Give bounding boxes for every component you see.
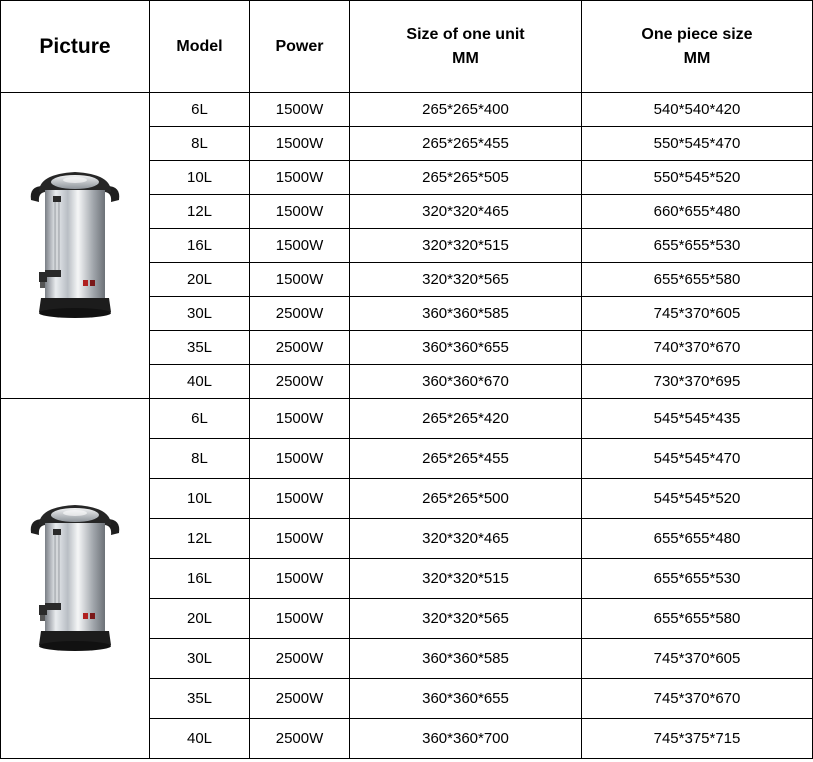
model-cell: 30L (150, 639, 250, 679)
picture-cell (1, 399, 150, 759)
piece-size-cell: 655*655*480 (582, 519, 813, 559)
model-cell: 16L (150, 559, 250, 599)
water-boiler-urn-image (25, 156, 125, 336)
piece-size-cell: 545*545*470 (582, 439, 813, 479)
piece-size-cell: 740*370*670 (582, 331, 813, 365)
piece-size-cell: 655*655*580 (582, 599, 813, 639)
model-cell: 8L (150, 127, 250, 161)
header-unit-size-line1: Size of one unit (406, 25, 525, 43)
model-cell: 20L (150, 263, 250, 297)
unit-size-cell: 320*320*565 (350, 263, 582, 297)
unit-size-cell: 265*265*455 (350, 127, 582, 161)
piece-size-cell: 550*545*470 (582, 127, 813, 161)
piece-size-cell: 745*370*670 (582, 679, 813, 719)
model-cell: 30L (150, 297, 250, 331)
unit-size-cell: 265*265*420 (350, 399, 582, 439)
unit-size-cell: 360*360*700 (350, 719, 582, 759)
power-cell: 1500W (250, 161, 350, 195)
unit-size-cell: 320*320*465 (350, 519, 582, 559)
power-cell: 1500W (250, 399, 350, 439)
header-picture: Picture (1, 1, 150, 93)
power-cell: 1500W (250, 195, 350, 229)
table-row (1, 93, 813, 127)
piece-size-cell: 655*655*580 (582, 263, 813, 297)
power-cell: 2500W (250, 297, 350, 331)
table-row (1, 399, 813, 439)
piece-size-cell: 550*545*520 (582, 161, 813, 195)
model-cell: 8L (150, 439, 250, 479)
model-cell: 20L (150, 599, 250, 639)
model-cell: 35L (150, 679, 250, 719)
piece-size-cell: 745*370*605 (582, 297, 813, 331)
unit-size-cell: 320*320*465 (350, 195, 582, 229)
picture-cell (1, 93, 150, 399)
unit-size-cell: 320*320*565 (350, 599, 582, 639)
piece-size-cell: 540*540*420 (582, 93, 813, 127)
model-cell: 12L (150, 519, 250, 559)
header-piece-size (582, 1, 813, 93)
model-cell: 12L (150, 195, 250, 229)
power-cell: 2500W (250, 639, 350, 679)
water-boiler-urn-image (25, 489, 125, 669)
power-cell: 2500W (250, 719, 350, 759)
piece-size-cell: 730*370*695 (582, 365, 813, 399)
piece-size-cell: 545*545*520 (582, 479, 813, 519)
power-cell: 2500W (250, 331, 350, 365)
power-cell: 1500W (250, 439, 350, 479)
model-cell: 6L (150, 93, 250, 127)
model-cell: 10L (150, 161, 250, 195)
power-cell: 1500W (250, 479, 350, 519)
power-cell: 1500W (250, 599, 350, 639)
header-unit-size-line2: MM (452, 49, 479, 67)
unit-size-cell: 265*265*400 (350, 93, 582, 127)
header-power: Power (250, 1, 350, 93)
power-cell: 1500W (250, 559, 350, 599)
piece-size-cell: 655*655*530 (582, 559, 813, 599)
model-cell: 40L (150, 365, 250, 399)
power-cell: 1500W (250, 93, 350, 127)
header-row (1, 1, 813, 93)
unit-size-cell: 360*360*585 (350, 297, 582, 331)
piece-size-cell: 655*655*530 (582, 229, 813, 263)
model-cell: 16L (150, 229, 250, 263)
unit-size-cell: 360*360*655 (350, 331, 582, 365)
unit-size-cell: 265*265*505 (350, 161, 582, 195)
unit-size-cell: 360*360*670 (350, 365, 582, 399)
model-cell: 6L (150, 399, 250, 439)
piece-size-cell: 660*655*480 (582, 195, 813, 229)
power-cell: 1500W (250, 229, 350, 263)
model-cell: 10L (150, 479, 250, 519)
power-cell: 1500W (250, 519, 350, 559)
unit-size-cell: 360*360*585 (350, 639, 582, 679)
power-cell: 2500W (250, 679, 350, 719)
model-cell: 35L (150, 331, 250, 365)
unit-size-cell: 265*265*500 (350, 479, 582, 519)
piece-size-cell: 545*545*435 (582, 399, 813, 439)
group-1 (1, 93, 813, 399)
unit-size-cell: 360*360*655 (350, 679, 582, 719)
power-cell: 2500W (250, 365, 350, 399)
power-cell: 1500W (250, 263, 350, 297)
piece-size-cell: 745*370*605 (582, 639, 813, 679)
unit-size-cell: 320*320*515 (350, 559, 582, 599)
piece-size-cell: 745*375*715 (582, 719, 813, 759)
group-2 (1, 399, 813, 759)
header-piece-size-line1: One piece size (641, 25, 753, 43)
unit-size-cell: 265*265*455 (350, 439, 582, 479)
unit-size-cell: 320*320*515 (350, 229, 582, 263)
power-cell: 1500W (250, 127, 350, 161)
model-cell: 40L (150, 719, 250, 759)
header-piece-size-line2: MM (683, 49, 711, 67)
header-model: Model (150, 1, 250, 93)
header-unit-size (350, 1, 582, 93)
